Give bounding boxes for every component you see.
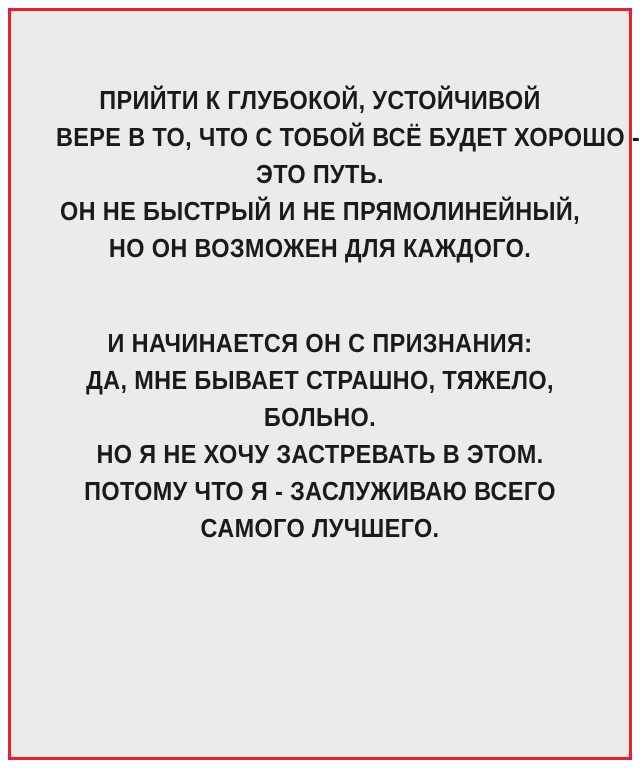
quote-line: ЭТО ПУТЬ. <box>256 161 384 189</box>
quote-line: ОН НЕ БЫСТРЫЙ И НЕ ПРЯМОЛИНЕЙНЫЙ, <box>59 198 581 226</box>
quote-line: БОЛЬНО. <box>263 404 377 432</box>
quote-line: ВЕРЕ В ТО, ЧТО С ТОБОЙ ВСЁ БУДЕТ ХОРОШО - <box>55 124 640 152</box>
quote-line: ДА, МНЕ БЫВАЕТ СТРАШНО, ТЯЖЕЛО, <box>86 367 554 395</box>
quote-paragraph-2 <box>33 326 607 548</box>
quote-text-block <box>11 83 640 548</box>
quote-line: И НАЧИНАЕТСЯ ОН С ПРИЗНАНИЯ: <box>107 330 533 358</box>
quote-line: ПРИЙТИ К ГЛУБОКОЙ, УСТОЙЧИВОЙ <box>99 87 541 115</box>
quote-paragraph-1 <box>33 83 640 268</box>
quote-line: НО Я НЕ ХОЧУ ЗАСТРЕВАТЬ В ЭТОМ. <box>96 441 544 469</box>
quote-poster <box>8 8 640 760</box>
quote-line: ПОТОМУ ЧТО Я - ЗАСЛУЖИВАЮ ВСЕГО <box>84 478 556 506</box>
quote-line: НО ОН ВОЗМОЖЕН ДЛЯ КАЖДОГО. <box>108 235 532 263</box>
quote-line: САМОГО ЛУЧШЕГО. <box>200 515 440 543</box>
